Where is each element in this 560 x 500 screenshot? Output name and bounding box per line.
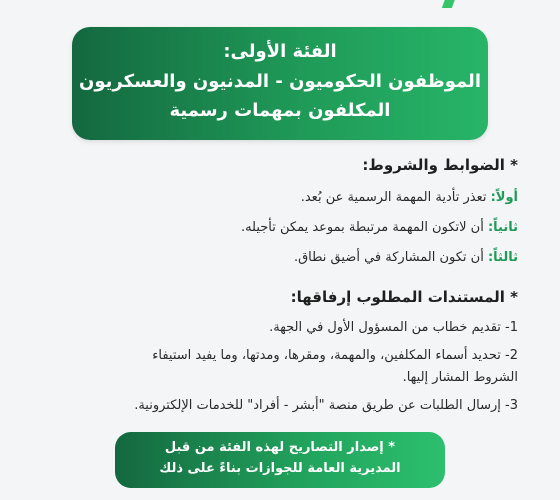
conditions-section — [362, 156, 518, 174]
document-item — [134, 398, 518, 413]
category-title-line1: الموظفون الحكوميون - المدنيون والعسكريون — [79, 71, 481, 92]
condition-text: تعذر تأدية المهمة الرسمية عن بُعد. — [300, 190, 491, 205]
category-label: الفئة الأولى: — [223, 41, 337, 62]
document-text: 3- إرسال الطلبات عن طريق منصة "أبشر - أفراد" للخدمات الإلكترونية. — [134, 398, 518, 413]
footer-note-line1: * إصدار التصاريح لهذه الفئة من قبل — [164, 440, 396, 455]
document-text: 2- تحديد أسماء المكلفين، والمهمة، ومقرها، ومدتها، وما يفيد استيفاء — [152, 348, 518, 363]
document-item — [152, 348, 518, 363]
footer-note-line2: المديرية العامة للجوازات بناءً على ذلك — [159, 461, 401, 476]
condition-item — [301, 190, 518, 205]
conditions-title: * الضوابط والشروط: — [362, 156, 518, 174]
condition-ordinal: ثانياً: — [487, 220, 518, 235]
document-text: الشروط المشار إليها. — [402, 370, 518, 385]
top-cropped-banner — [0, 0, 560, 12]
category-title-line2: المكلفون بمهمات رسمية — [169, 100, 391, 121]
green-accent-shape — [442, 0, 456, 8]
condition-ordinal: ثالثاً: — [487, 250, 518, 265]
document-item-continued — [403, 370, 518, 385]
footer-note-card — [115, 432, 445, 488]
condition-ordinal: أولاً: — [490, 190, 518, 205]
condition-item — [241, 220, 518, 235]
documents-section — [291, 288, 518, 306]
document-text: 1- تقديم خطاب من المسؤول الأول في الجهة. — [269, 320, 518, 335]
document-item — [269, 320, 518, 335]
condition-item — [294, 250, 518, 265]
category-header-card — [72, 27, 488, 140]
condition-text: أن لاتكون المهمة مرتبطة بموعد يمكن تأجيله. — [240, 220, 488, 235]
documents-title: * المستندات المطلوب إرفاقها: — [290, 288, 518, 306]
condition-text: أن تكون المشاركة في أضيق نطاق. — [293, 250, 488, 265]
